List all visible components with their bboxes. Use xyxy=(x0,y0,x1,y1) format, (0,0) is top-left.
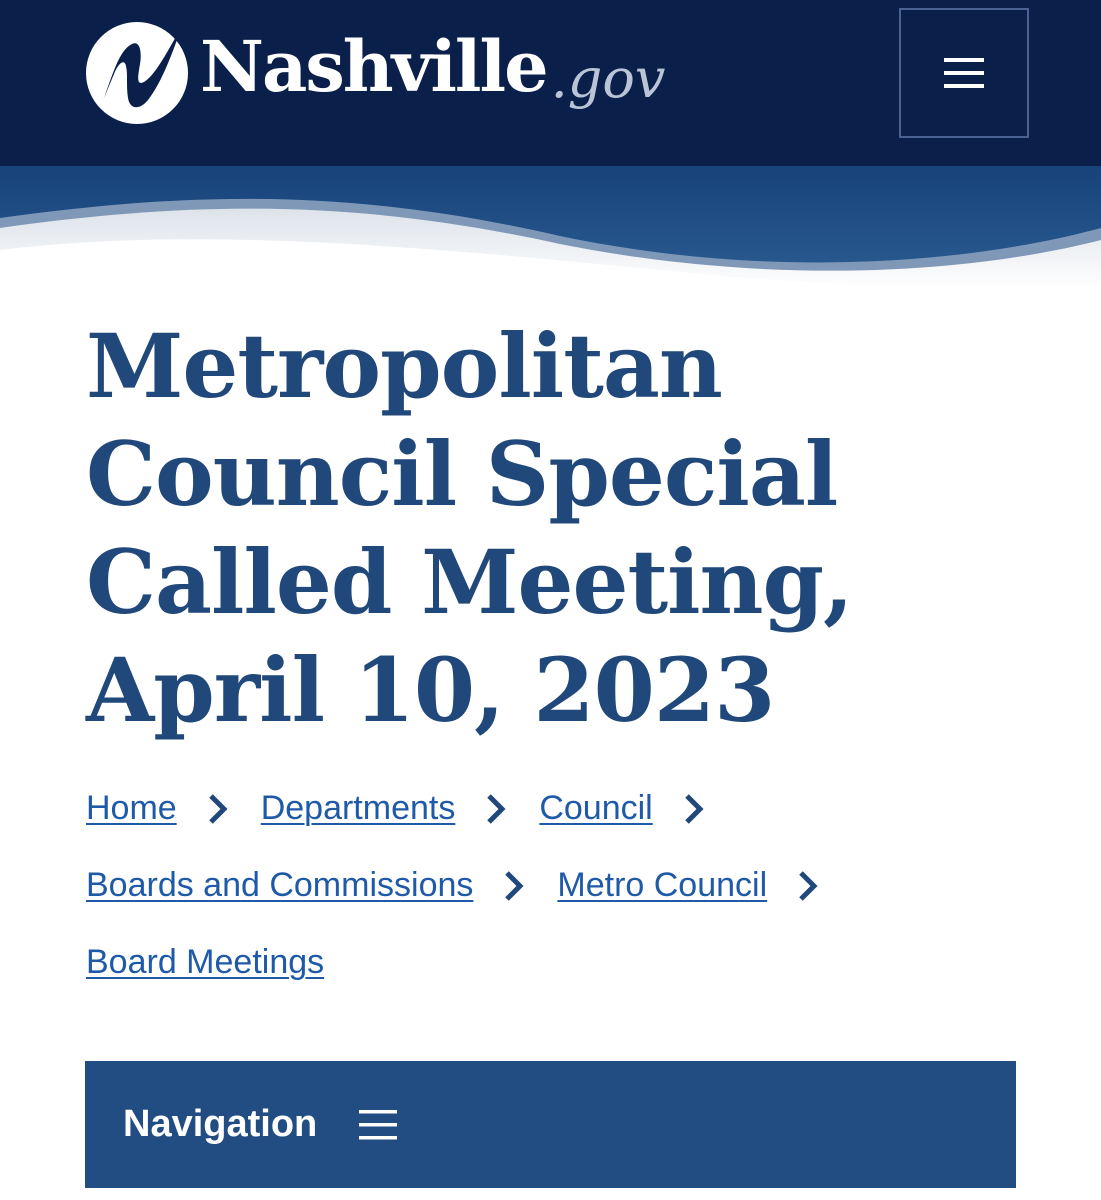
page-title: Metropolitan Council Special Called Meeting, April 10, 2023 xyxy=(86,314,853,742)
logo-wordmark: Nashville xyxy=(200,25,547,108)
breadcrumb-row xyxy=(86,847,1046,924)
breadcrumb-item xyxy=(557,866,851,905)
breadcrumb-item xyxy=(86,943,324,982)
breadcrumb-link-home[interactable]: Home xyxy=(86,789,177,827)
chevron-right-icon xyxy=(501,869,527,903)
breadcrumb-link-metro-council[interactable]: Metro Council xyxy=(557,866,768,904)
breadcrumb-link-board-meetings[interactable]: Board Meetings xyxy=(86,943,325,981)
breadcrumb-item xyxy=(86,866,557,905)
breadcrumb-link-boards-and-commissions[interactable]: Boards and Commissions xyxy=(86,866,474,904)
breadcrumb-row xyxy=(86,770,1046,847)
site-logo-link[interactable] xyxy=(84,18,665,128)
chevron-right-icon xyxy=(205,792,231,826)
main-menu-button[interactable] xyxy=(899,8,1029,138)
hamburger-menu-icon xyxy=(359,1108,397,1142)
breadcrumb-link-council[interactable]: Council xyxy=(539,789,653,827)
chevron-right-icon xyxy=(681,792,707,826)
breadcrumb-link-departments[interactable]: Departments xyxy=(260,789,456,827)
hamburger-menu-icon xyxy=(944,56,984,90)
breadcrumb-item xyxy=(261,789,540,828)
breadcrumb-item xyxy=(86,789,261,828)
breadcrumb-item xyxy=(539,789,736,828)
navigation-label: Navigation xyxy=(123,1103,318,1145)
breadcrumb xyxy=(86,770,1046,1001)
breadcrumb-row xyxy=(86,924,1046,1001)
navigation-toggle[interactable] xyxy=(85,1061,1016,1188)
header-wave-decoration xyxy=(0,166,1101,290)
nashville-n-logo-icon xyxy=(84,20,190,126)
chevron-right-icon xyxy=(483,792,509,826)
chevron-right-icon xyxy=(795,869,821,903)
logo-suffix: .gov xyxy=(550,47,666,110)
site-header xyxy=(0,0,1101,168)
